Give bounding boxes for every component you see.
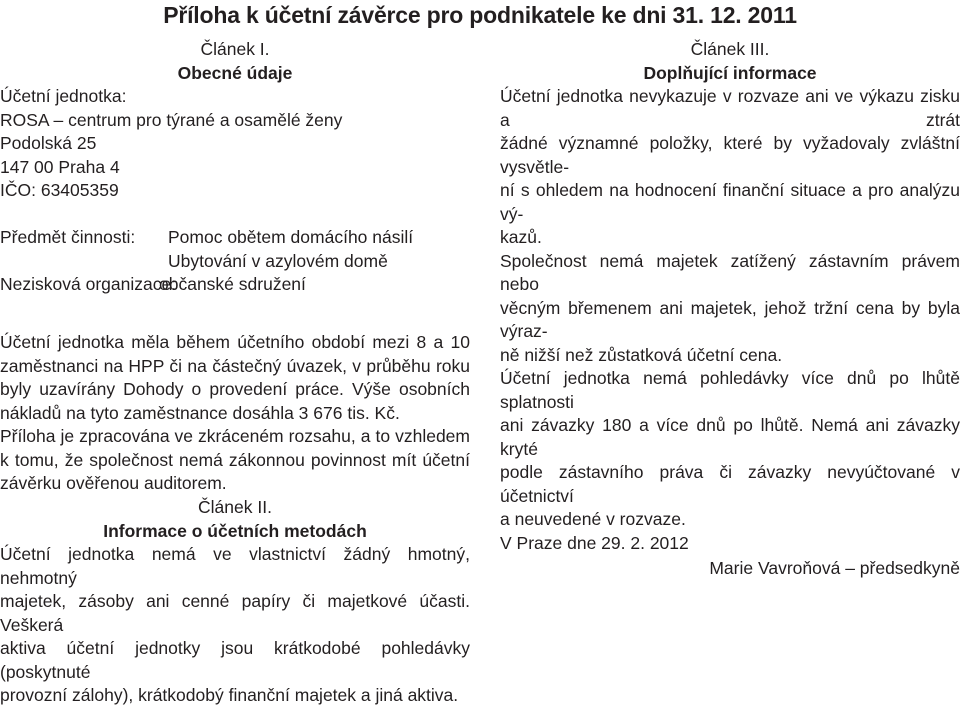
article-3 — [500, 38, 960, 581]
activity-row-2 — [0, 250, 470, 274]
article-1 — [0, 38, 470, 496]
article-1-label: Článek I. — [200, 39, 270, 59]
entity-name: ROSA – centrum pro týrané a osamělé ženy — [0, 109, 343, 130]
entity-label: Účetní jednotka: — [0, 86, 127, 106]
entity-street: Podolská 25 — [0, 133, 97, 153]
employees-paragraph: Účetní jednotka měla během účetního období mezi 8 a 10 zaměstnanci na HPP či na částečný úvazek, v průběhu roku byly uzavírány Dohody o provedení práce. Výše osobních nákladů na tyto zaměstnance dosáhla 3 676 tis. Kč. — [0, 332, 470, 423]
scope-paragraph: Příloha je zpracována ve zkráceném rozsahu, a to vzhledem k tomu, že společnost nemá zákonnou povinnost mít účetní závěrku ověřenou auditorem. — [0, 426, 470, 493]
pledge-paragraph: Společnost nemá majetek zatížený zástavním právem nebo věcným břemenem ani majetek, jehož tržní cena by byla výraz- ně nižší než zůstatková účetní cena. — [500, 250, 960, 365]
activity-row — [0, 226, 470, 250]
signature: Marie Vavroňová – předsedkyně — [709, 558, 960, 578]
entity-ico: IČO: 63405359 — [0, 180, 119, 200]
article-2-label: Článek II. — [198, 497, 272, 517]
methods-paragraph: Účetní jednotka nemá ve vlastnictví žádný hmotný, nehmotný majetek, zásoby ani cenné papíry či majetkové účasti. Veškerá aktiva účetní jednotky jsou krátkodobé pohledávky (poskytnuté provozní zálohy), krátkodobý finanční majetek a jiná aktiva. — [0, 544, 470, 705]
place-date: V Praze dne 29. 2. 2012 — [500, 532, 689, 553]
activity-label: Předmět činnosti: — [0, 227, 136, 247]
entity-city: 147 00 Praha 4 — [0, 156, 120, 177]
nonprofit-value: občanské sdružení — [159, 274, 306, 294]
nonprofit-label: Nezisková organizace: — [0, 274, 177, 294]
article-1-title: Obecné údaje — [177, 62, 293, 83]
activity-value-2: Ubytování v azylovém domě — [168, 250, 388, 271]
article-3-label: Článek III. — [690, 39, 770, 59]
article-2-title: Informace o účetních metodách — [103, 520, 367, 541]
balance-paragraph: Účetní jednotka nevykazuje v rozvaze ani ve výkazu zisku a ztrát žádné významné položky, které by vyžadovaly zvláštní vysvětle- ní s ohledem na hodnocení finanční situace a pro analýzu vý- kazů. — [500, 86, 960, 247]
receivables-paragraph: Účetní jednotka nemá pohledávky více dnů po lhůtě splatnosti ani závazky 180 a více dnů po lhůtě. Nemá ani závazky kryté podle zástavního práva či závazky nevyúčtované v účetnictví a neuvedené v rozvaze. — [500, 368, 960, 529]
activity-value-1: Pomoc obětem domácího násilí — [168, 227, 414, 247]
page-title: Příloha k účetní závěrce pro podnikatele ke dni 31. 12. 2011 — [163, 2, 797, 28]
article-2 — [0, 496, 470, 708]
nonprofit-row — [0, 273, 470, 297]
article-3-title: Doplňující informace — [643, 62, 817, 83]
